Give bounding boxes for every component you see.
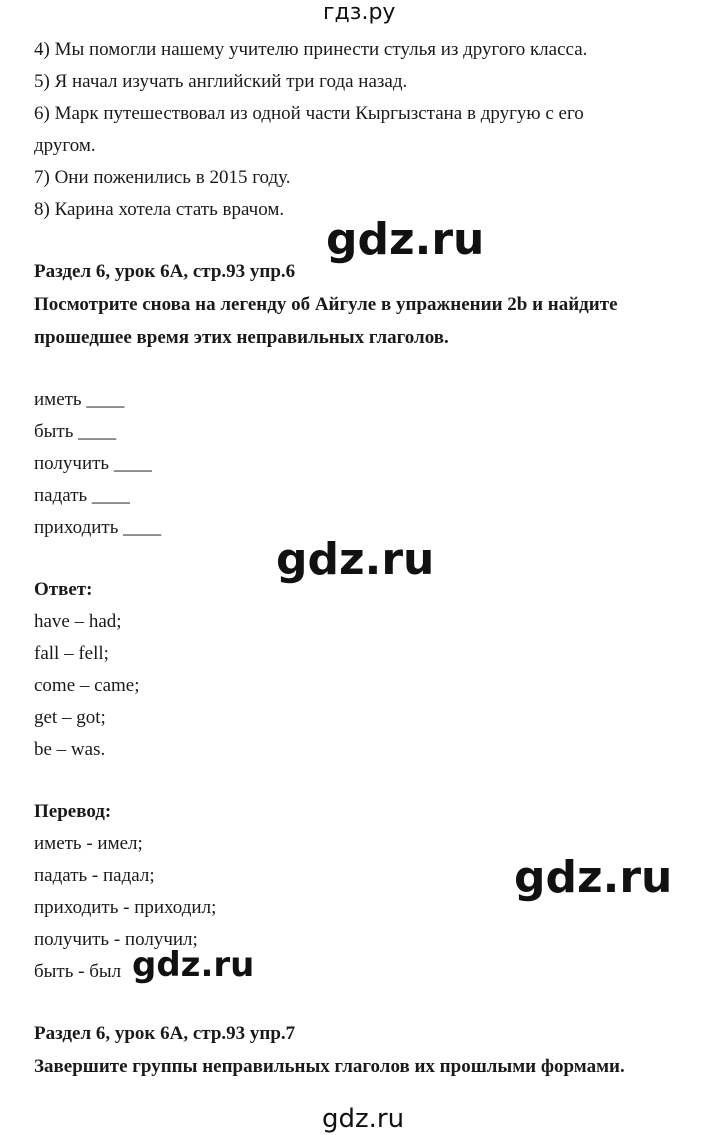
intro-line-4: 4) Мы помогли нашему учителю принести стулья из другого класса. xyxy=(34,39,588,60)
exercise6-task-line1: Посмотрите снова на легенду об Айгуле в упражнении 2b и найдите xyxy=(34,294,618,315)
verb-item: быть ____ xyxy=(34,421,117,442)
watermark-5: gdz.ru xyxy=(322,1104,405,1134)
intro-line-8: 8) Карина хотела стать врачом. xyxy=(34,199,285,220)
answer-item: come – came; xyxy=(34,675,140,696)
translation-item: получить - получил; xyxy=(34,929,198,950)
watermark-4: gdz.ru xyxy=(132,945,255,985)
verb-item: приходить ____ xyxy=(34,517,162,538)
watermark-3: gdz.ru xyxy=(514,852,673,903)
translation-item: иметь - имел; xyxy=(34,833,143,854)
verb-item: получить ____ xyxy=(34,453,152,474)
translation-label: Перевод: xyxy=(34,801,112,822)
answer-item: have – had; xyxy=(34,611,122,632)
translation-item: падать - падал; xyxy=(34,865,155,886)
translation-item: быть - был xyxy=(34,961,122,982)
watermark-1: gdz.ru xyxy=(326,214,485,265)
exercise7-heading: Раздел 6, урок 6А, стр.93 упр.7 xyxy=(34,1023,296,1044)
site-header: гдз.ру xyxy=(323,0,396,25)
answer-item: get – got; xyxy=(34,707,106,728)
verb-item: падать ____ xyxy=(34,485,130,506)
answer-label: Ответ: xyxy=(34,579,93,600)
answer-item: be – was. xyxy=(34,739,106,760)
answer-item: fall – fell; xyxy=(34,643,109,664)
verb-item: иметь ____ xyxy=(34,389,125,410)
exercise6-task-line2: прошедшее время этих неправильных глаголов. xyxy=(34,327,449,348)
watermark-2: gdz.ru xyxy=(276,534,435,585)
exercise7-task: Завершите группы неправильных глаголов их прошлыми формами. xyxy=(34,1056,625,1077)
intro-line-5: 5) Я начал изучать английский три года назад. xyxy=(34,71,408,92)
exercise6-heading: Раздел 6, урок 6А, стр.93 упр.6 xyxy=(34,261,296,282)
intro-line-6-cont: другом. xyxy=(34,135,96,156)
intro-line-7: 7) Они поженились в 2015 году. xyxy=(34,167,291,188)
translation-item: приходить - приходил; xyxy=(34,897,217,918)
intro-line-6: 6) Марк путешествовал из одной части Кыргызстана в другую с его xyxy=(34,103,584,124)
